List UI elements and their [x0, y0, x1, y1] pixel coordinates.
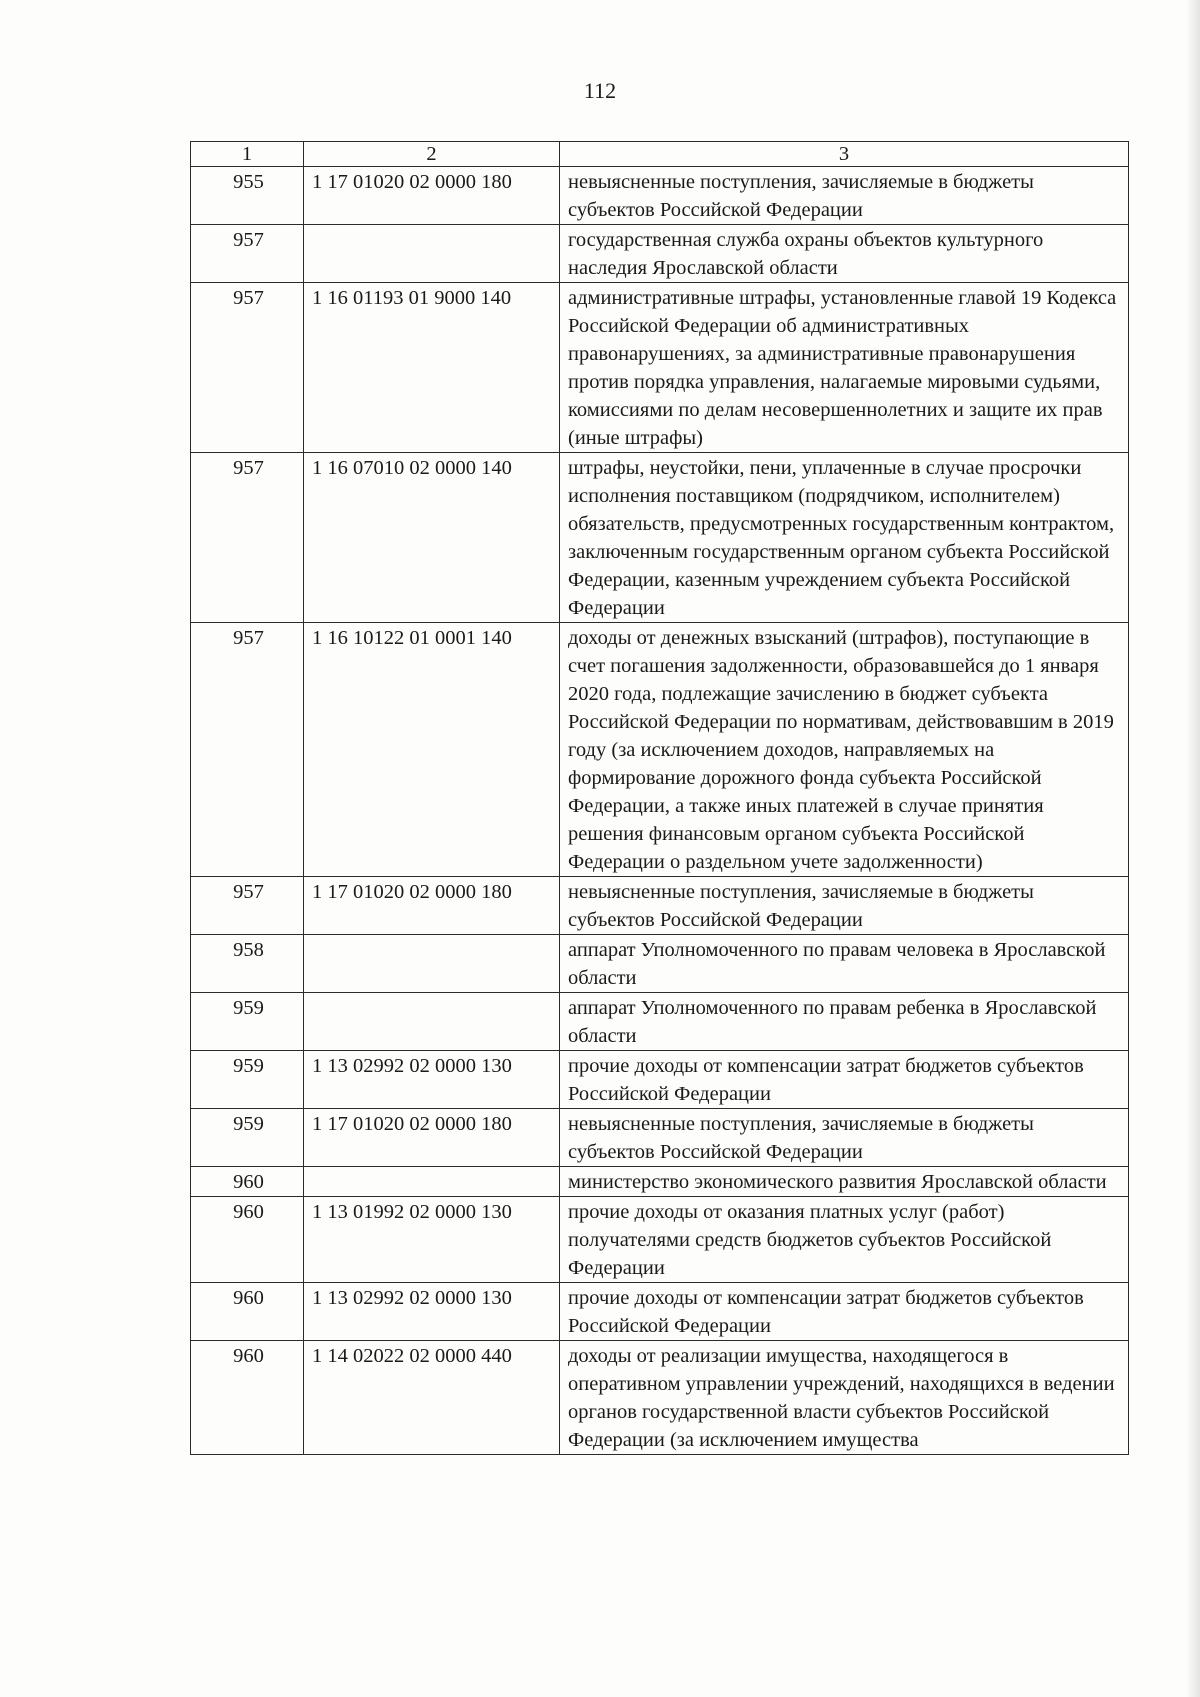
admin-code-cell: 959	[191, 1109, 304, 1167]
revenue-code-cell	[304, 993, 560, 1051]
header-col-3: 3	[560, 142, 1129, 167]
revenue-name-cell: государственная служба охраны объектов культурного наследия Ярославской области	[560, 225, 1129, 283]
table-row	[191, 453, 1129, 623]
admin-code-cell: 960	[191, 1341, 304, 1455]
revenue-code-cell: 1 13 01992 02 0000 130	[304, 1197, 560, 1283]
revenue-name-cell: аппарат Уполномоченного по правам ребенка в Ярославской области	[560, 993, 1129, 1051]
admin-code-cell: 957	[191, 623, 304, 877]
admin-code-cell: 957	[191, 283, 304, 453]
admin-code-cell: 957	[191, 225, 304, 283]
table-row	[191, 225, 1129, 283]
revenue-name-cell: невыясненные поступления, зачисляемые в бюджеты субъектов Российской Федерации	[560, 877, 1129, 935]
revenue-code-cell: 1 16 07010 02 0000 140	[304, 453, 560, 623]
admin-code-cell: 960	[191, 1167, 304, 1197]
table-row	[191, 1167, 1129, 1197]
revenue-code-table	[190, 141, 1129, 1455]
revenue-name-cell: невыясненные поступления, зачисляемые в бюджеты субъектов Российской Федерации	[560, 167, 1129, 225]
revenue-name-cell: прочие доходы от компенсации затрат бюджетов субъектов Российской Федерации	[560, 1283, 1129, 1341]
table-row	[191, 1283, 1129, 1341]
revenue-code-cell: 1 14 02022 02 0000 440	[304, 1341, 560, 1455]
header-col-1: 1	[191, 142, 304, 167]
revenue-code-cell	[304, 935, 560, 993]
admin-code-cell: 960	[191, 1197, 304, 1283]
header-col-2: 2	[304, 142, 560, 167]
table-row	[191, 1109, 1129, 1167]
revenue-name-cell: административные штрафы, установленные главой 19 Кодекса Российской Федерации об административных правонарушениях, за административные правонарушения против порядка управления, налагаемые мировыми судьями, комиссиями по делам несовершеннолетних и защите их прав (иные штрафы)	[560, 283, 1129, 453]
table-row	[191, 167, 1129, 225]
revenue-code-cell: 1 17 01020 02 0000 180	[304, 1109, 560, 1167]
revenue-name-cell: прочие доходы от компенсации затрат бюджетов субъектов Российской Федерации	[560, 1051, 1129, 1109]
admin-code-cell: 958	[191, 935, 304, 993]
table-row	[191, 877, 1129, 935]
table-row	[191, 993, 1129, 1051]
revenue-code-cell	[304, 1167, 560, 1197]
revenue-name-cell: доходы от денежных взысканий (штрафов), поступающие в счет погашения задолженности, образовавшейся до 1 января 2020 года, подлежащие зачислению в бюджет субъекта Российской Федерации по нормативам, действовавшим в 2019 году (за исключением доходов, направляемых на формирование дорожного фонда субъекта Российской Федерации, а также иных платежей в случае принятия решения финансовым органом субъекта Российской Федерации о раздельном учете задолженности)	[560, 623, 1129, 877]
revenue-code-cell: 1 16 10122 01 0001 140	[304, 623, 560, 877]
revenue-code-cell: 1 13 02992 02 0000 130	[304, 1051, 560, 1109]
revenue-name-cell: прочие доходы от оказания платных услуг (работ) получателями средств бюджетов субъектов Российской Федерации	[560, 1197, 1129, 1283]
page-number: 112	[583, 78, 617, 103]
table-header-row	[191, 142, 1129, 167]
table-row	[191, 623, 1129, 877]
admin-code-cell: 959	[191, 993, 304, 1051]
scan-edge-shadow	[1186, 0, 1200, 1697]
table-row	[191, 1341, 1129, 1455]
revenue-code-cell: 1 13 02992 02 0000 130	[304, 1283, 560, 1341]
revenue-code-cell: 1 17 01020 02 0000 180	[304, 877, 560, 935]
admin-code-cell: 957	[191, 453, 304, 623]
table-row	[191, 935, 1129, 993]
revenue-name-cell: доходы от реализации имущества, находящегося в оперативном управлении учреждений, находящихся в ведении органов государственной власти субъектов Российской Федерации (за исключением имущества	[560, 1341, 1129, 1455]
revenue-name-cell: штрафы, неустойки, пени, уплаченные в случае просрочки исполнения поставщиком (подрядчиком, исполнителем) обязательств, предусмотренных государственным контрактом, заключенным государственным органом субъекта Российской Федерации, казенным учреждением субъекта Российской Федерации	[560, 453, 1129, 623]
revenue-name-cell: невыясненные поступления, зачисляемые в бюджеты субъектов Российской Федерации	[560, 1109, 1129, 1167]
table-row	[191, 1051, 1129, 1109]
admin-code-cell: 959	[191, 1051, 304, 1109]
revenue-name-cell: аппарат Уполномоченного по правам человека в Ярославской области	[560, 935, 1129, 993]
table-row	[191, 283, 1129, 453]
revenue-code-cell: 1 17 01020 02 0000 180	[304, 167, 560, 225]
revenue-code-cell: 1 16 01193 01 9000 140	[304, 283, 560, 453]
revenue-code-cell	[304, 225, 560, 283]
admin-code-cell: 957	[191, 877, 304, 935]
admin-code-cell: 960	[191, 1283, 304, 1341]
revenue-name-cell: министерство экономического развития Ярославской области	[560, 1167, 1129, 1197]
table-row	[191, 1197, 1129, 1283]
admin-code-cell: 955	[191, 167, 304, 225]
